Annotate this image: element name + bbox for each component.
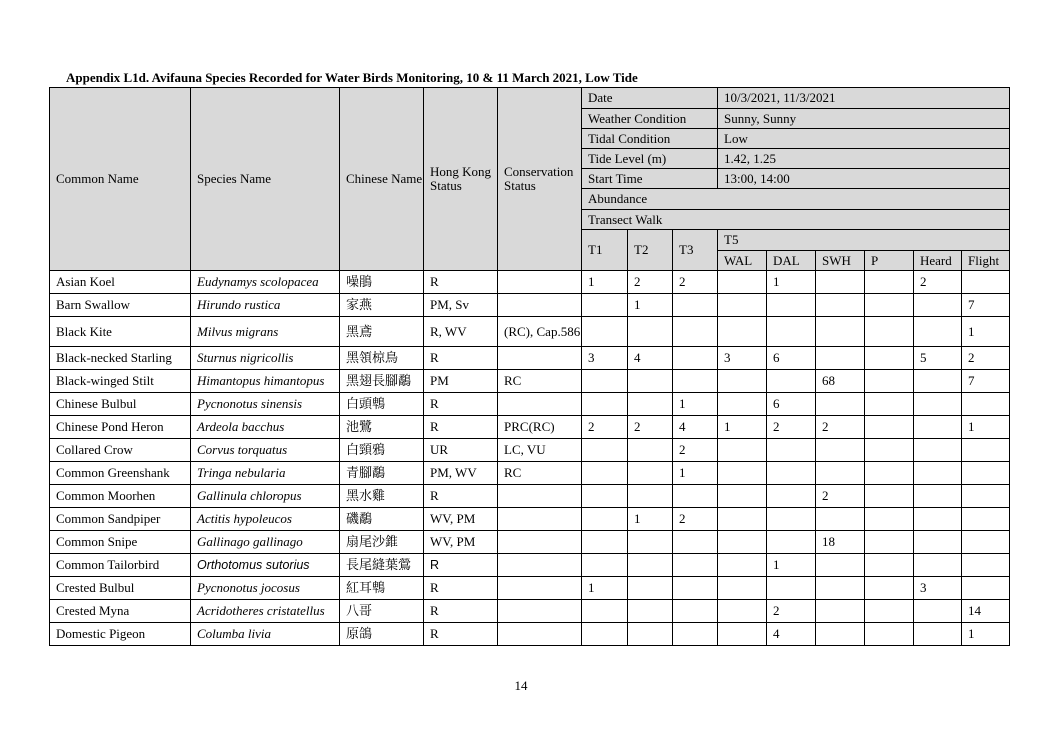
cell-species: Hirundo rustica	[191, 294, 340, 317]
info-value: Sunny, Sunny	[718, 109, 1010, 129]
cell-t3	[673, 294, 718, 317]
cell-flight	[962, 462, 1010, 485]
cell-cons: RC	[498, 370, 582, 393]
cell-chinese: 黑翅長腳鷸	[340, 370, 424, 393]
cell-t1	[582, 439, 628, 462]
cell-chinese: 家燕	[340, 294, 424, 317]
cell-t2	[628, 462, 673, 485]
cell-heard	[914, 439, 962, 462]
cell-common: Common Tailorbird	[50, 554, 191, 577]
header-chinese-name: Chinese Name	[340, 88, 424, 271]
info-label: Tide Level (m)	[582, 149, 718, 169]
cell-t3	[673, 317, 718, 347]
cell-chinese: 噪鵑	[340, 271, 424, 294]
cell-flight	[962, 531, 1010, 554]
cell-t1	[582, 531, 628, 554]
table-row	[50, 370, 1010, 393]
cell-p	[865, 294, 914, 317]
cell-p	[865, 370, 914, 393]
cell-chinese: 池鷺	[340, 416, 424, 439]
cell-t1	[582, 370, 628, 393]
cell-species: Milvus migrans	[191, 317, 340, 347]
cell-hk: R	[424, 623, 498, 646]
cell-cons	[498, 294, 582, 317]
cell-p	[865, 439, 914, 462]
cell-t2: 4	[628, 347, 673, 370]
table-row	[50, 623, 1010, 646]
cell-swh	[816, 577, 865, 600]
cell-t1: 1	[582, 577, 628, 600]
cell-flight: 7	[962, 370, 1010, 393]
cell-species: Pycnonotus jocosus	[191, 577, 340, 600]
cell-hk: PM, Sv	[424, 294, 498, 317]
cell-common: Chinese Pond Heron	[50, 416, 191, 439]
cell-t3	[673, 347, 718, 370]
cell-t3	[673, 485, 718, 508]
cell-wal	[718, 439, 767, 462]
cell-heard	[914, 462, 962, 485]
cell-flight: 7	[962, 294, 1010, 317]
cell-dal	[767, 370, 816, 393]
cell-common: Common Greenshank	[50, 462, 191, 485]
cell-p	[865, 271, 914, 294]
header-wal: WAL	[718, 251, 767, 271]
cell-common: Collared Crow	[50, 439, 191, 462]
cell-t3	[673, 370, 718, 393]
cell-t1	[582, 462, 628, 485]
cell-wal	[718, 370, 767, 393]
cell-flight	[962, 577, 1010, 600]
cell-t1	[582, 508, 628, 531]
info-value: 13:00, 14:00	[718, 169, 1010, 189]
cell-flight	[962, 439, 1010, 462]
cell-swh	[816, 294, 865, 317]
cell-wal	[718, 485, 767, 508]
cell-species: Pycnonotus sinensis	[191, 393, 340, 416]
cell-t3: 2	[673, 508, 718, 531]
cell-cons	[498, 271, 582, 294]
table-row	[50, 294, 1010, 317]
cell-species: Gallinago gallinago	[191, 531, 340, 554]
cell-dal: 1	[767, 554, 816, 577]
cell-heard	[914, 600, 962, 623]
cell-hk: R	[424, 416, 498, 439]
cell-swh: 2	[816, 485, 865, 508]
table-row	[50, 347, 1010, 370]
cell-common: Common Snipe	[50, 531, 191, 554]
cell-common: Domestic Pigeon	[50, 623, 191, 646]
cell-t3: 1	[673, 393, 718, 416]
cell-heard	[914, 531, 962, 554]
cell-dal	[767, 439, 816, 462]
cell-t1: 2	[582, 416, 628, 439]
table-row	[50, 485, 1010, 508]
cell-heard	[914, 508, 962, 531]
cell-species: Corvus torquatus	[191, 439, 340, 462]
cell-p	[865, 531, 914, 554]
cell-cons: RC	[498, 462, 582, 485]
cell-heard	[914, 485, 962, 508]
cell-hk: WV, PM	[424, 508, 498, 531]
cell-heard	[914, 393, 962, 416]
cell-dal	[767, 531, 816, 554]
cell-species: Ardeola bacchus	[191, 416, 340, 439]
cell-heard	[914, 294, 962, 317]
cell-chinese: 扇尾沙錐	[340, 531, 424, 554]
cell-chinese: 八哥	[340, 600, 424, 623]
cell-swh	[816, 508, 865, 531]
cell-p	[865, 600, 914, 623]
cell-t2	[628, 317, 673, 347]
cell-cons	[498, 623, 582, 646]
cell-dal	[767, 317, 816, 347]
info-label: Date	[582, 88, 718, 109]
document-title: Appendix L1d. Avifauna Species Recorded for Water Birds Monitoring, 10 & 11 March 2021, Low Tide	[66, 70, 638, 85]
cell-t1	[582, 393, 628, 416]
cell-chinese: 磯鷸	[340, 508, 424, 531]
cell-species: Eudynamys scolopacea	[191, 271, 340, 294]
cell-swh	[816, 271, 865, 294]
cell-flight: 1	[962, 317, 1010, 347]
cell-wal: 1	[718, 416, 767, 439]
cell-swh: 2	[816, 416, 865, 439]
table-row	[50, 439, 1010, 462]
cell-cons: PRC(RC)	[498, 416, 582, 439]
table-row	[50, 508, 1010, 531]
cell-chinese: 白頭鵯	[340, 393, 424, 416]
page-number: 14	[514, 678, 528, 693]
cell-chinese: 黑領椋鳥	[340, 347, 424, 370]
cell-swh	[816, 623, 865, 646]
cell-chinese: 白頸鴉	[340, 439, 424, 462]
cell-t2	[628, 554, 673, 577]
table-row	[50, 600, 1010, 623]
cell-species: Himantopus himantopus	[191, 370, 340, 393]
cell-dal	[767, 462, 816, 485]
cell-swh: 68	[816, 370, 865, 393]
cell-t2	[628, 531, 673, 554]
cell-cons	[498, 485, 582, 508]
species-table	[49, 87, 1010, 646]
cell-hk: R	[424, 393, 498, 416]
cell-t1: 3	[582, 347, 628, 370]
cell-cons	[498, 554, 582, 577]
header-dal: DAL	[767, 251, 816, 271]
cell-hk: R	[424, 600, 498, 623]
header-t1: T1	[582, 230, 628, 271]
header-abundance: Abundance	[582, 189, 1010, 210]
cell-swh	[816, 600, 865, 623]
cell-cons: (RC), Cap.586	[498, 317, 582, 347]
cell-flight: 1	[962, 416, 1010, 439]
cell-p	[865, 393, 914, 416]
info-value: 10/3/2021, 11/3/2021	[718, 88, 1010, 109]
cell-chinese: 紅耳鵯	[340, 577, 424, 600]
table-row	[50, 416, 1010, 439]
info-label: Start Time	[582, 169, 718, 189]
cell-flight	[962, 485, 1010, 508]
header-transect-walk: Transect Walk	[582, 210, 1010, 230]
cell-t2	[628, 393, 673, 416]
cell-chinese: 原鴿	[340, 623, 424, 646]
cell-t1	[582, 294, 628, 317]
cell-cons	[498, 577, 582, 600]
cell-t3	[673, 577, 718, 600]
cell-common: Crested Bulbul	[50, 577, 191, 600]
cell-wal	[718, 623, 767, 646]
cell-flight	[962, 393, 1010, 416]
header-heard: Heard	[914, 251, 962, 271]
cell-flight	[962, 271, 1010, 294]
header-t2: T2	[628, 230, 673, 271]
cell-common: Black Kite	[50, 317, 191, 347]
cell-common: Crested Myna	[50, 600, 191, 623]
table-row	[50, 393, 1010, 416]
cell-species: Tringa nebularia	[191, 462, 340, 485]
cell-flight: 2	[962, 347, 1010, 370]
cell-flight	[962, 554, 1010, 577]
cell-t3: 1	[673, 462, 718, 485]
cell-hk: R	[424, 485, 498, 508]
cell-common: Common Sandpiper	[50, 508, 191, 531]
cell-p	[865, 416, 914, 439]
cell-heard: 3	[914, 577, 962, 600]
cell-t3: 4	[673, 416, 718, 439]
cell-p	[865, 317, 914, 347]
cell-cons	[498, 600, 582, 623]
cell-t3: 2	[673, 439, 718, 462]
cell-swh	[816, 393, 865, 416]
header-p: P	[865, 251, 914, 271]
cell-heard	[914, 623, 962, 646]
cell-heard	[914, 370, 962, 393]
cell-wal	[718, 317, 767, 347]
info-label: Weather Condition	[582, 109, 718, 129]
cell-p	[865, 462, 914, 485]
cell-hk: WV, PM	[424, 531, 498, 554]
cell-heard	[914, 416, 962, 439]
cell-cons	[498, 508, 582, 531]
cell-flight: 14	[962, 600, 1010, 623]
table-row	[50, 554, 1010, 577]
info-value: Low	[718, 129, 1010, 149]
table-row	[50, 317, 1010, 347]
cell-cons	[498, 393, 582, 416]
cell-t1	[582, 554, 628, 577]
cell-t1	[582, 485, 628, 508]
cell-t1	[582, 600, 628, 623]
header-flight: Flight	[962, 251, 1010, 271]
cell-wal	[718, 271, 767, 294]
cell-swh: 18	[816, 531, 865, 554]
cell-cons	[498, 531, 582, 554]
cell-dal: 2	[767, 416, 816, 439]
header-conservation-status: Conservation Status	[498, 88, 582, 271]
cell-p	[865, 623, 914, 646]
cell-wal	[718, 294, 767, 317]
cell-t1	[582, 317, 628, 347]
cell-t3: 2	[673, 271, 718, 294]
cell-dal: 2	[767, 600, 816, 623]
cell-flight: 1	[962, 623, 1010, 646]
cell-species: Sturnus nigricollis	[191, 347, 340, 370]
cell-cons	[498, 347, 582, 370]
cell-t1	[582, 623, 628, 646]
cell-t2	[628, 370, 673, 393]
cell-dal: 4	[767, 623, 816, 646]
cell-wal	[718, 508, 767, 531]
cell-common: Asian Koel	[50, 271, 191, 294]
cell-p	[865, 577, 914, 600]
cell-t2: 2	[628, 416, 673, 439]
cell-species: Columba livia	[191, 623, 340, 646]
cell-flight	[962, 508, 1010, 531]
cell-hk: R	[424, 347, 498, 370]
header-t5: T5	[718, 230, 1010, 251]
cell-wal	[718, 462, 767, 485]
cell-t3	[673, 554, 718, 577]
cell-t2	[628, 577, 673, 600]
cell-hk: R	[424, 271, 498, 294]
cell-common: Black-winged Stilt	[50, 370, 191, 393]
header-t3: T3	[673, 230, 718, 271]
cell-species: Gallinula chloropus	[191, 485, 340, 508]
cell-dal	[767, 508, 816, 531]
cell-chinese: 黑鳶	[340, 317, 424, 347]
cell-species: Actitis hypoleucos	[191, 508, 340, 531]
cell-heard: 5	[914, 347, 962, 370]
cell-common: Chinese Bulbul	[50, 393, 191, 416]
cell-swh	[816, 554, 865, 577]
cell-wal	[718, 531, 767, 554]
cell-p	[865, 485, 914, 508]
cell-hk: R	[424, 577, 498, 600]
info-value: 1.42, 1.25	[718, 149, 1010, 169]
cell-chinese: 青腳鷸	[340, 462, 424, 485]
cell-dal	[767, 485, 816, 508]
cell-t2	[628, 485, 673, 508]
cell-dal	[767, 577, 816, 600]
cell-t3	[673, 600, 718, 623]
cell-t1: 1	[582, 271, 628, 294]
header-species-name: Species Name	[191, 88, 340, 271]
cell-hk: PM, WV	[424, 462, 498, 485]
header-swh: SWH	[816, 251, 865, 271]
cell-chinese: 黑水雞	[340, 485, 424, 508]
cell-swh	[816, 317, 865, 347]
cell-dal: 1	[767, 271, 816, 294]
cell-species: Acridotheres cristatellus	[191, 600, 340, 623]
table-row	[50, 577, 1010, 600]
cell-hk: R	[424, 554, 498, 577]
cell-common: Barn Swallow	[50, 294, 191, 317]
cell-swh	[816, 347, 865, 370]
info-label: Tidal Condition	[582, 129, 718, 149]
cell-common: Black-necked Starling	[50, 347, 191, 370]
cell-dal: 6	[767, 393, 816, 416]
header-hk-status: Hong Kong Status	[424, 88, 498, 271]
cell-wal: 3	[718, 347, 767, 370]
cell-p	[865, 508, 914, 531]
cell-swh	[816, 439, 865, 462]
cell-t3	[673, 531, 718, 554]
cell-swh	[816, 462, 865, 485]
cell-p	[865, 347, 914, 370]
cell-t3	[673, 623, 718, 646]
table-row	[50, 271, 1010, 294]
cell-heard	[914, 554, 962, 577]
header-common-name: Common Name	[50, 88, 191, 271]
table-row	[50, 462, 1010, 485]
cell-dal: 6	[767, 347, 816, 370]
cell-heard: 2	[914, 271, 962, 294]
cell-wal	[718, 600, 767, 623]
cell-common: Common Moorhen	[50, 485, 191, 508]
cell-t2	[628, 439, 673, 462]
cell-wal	[718, 393, 767, 416]
table-row	[50, 531, 1010, 554]
cell-wal	[718, 554, 767, 577]
cell-dal	[767, 294, 816, 317]
cell-t2	[628, 600, 673, 623]
cell-species: Orthotomus sutorius	[191, 554, 340, 577]
cell-heard	[914, 317, 962, 347]
cell-hk: UR	[424, 439, 498, 462]
cell-cons: LC, VU	[498, 439, 582, 462]
cell-t2: 1	[628, 294, 673, 317]
cell-t2: 2	[628, 271, 673, 294]
cell-hk: PM	[424, 370, 498, 393]
cell-chinese: 長尾縫葉鶯	[340, 554, 424, 577]
cell-hk: R, WV	[424, 317, 498, 347]
cell-t2: 1	[628, 508, 673, 531]
cell-t2	[628, 623, 673, 646]
cell-wal	[718, 577, 767, 600]
cell-p	[865, 554, 914, 577]
